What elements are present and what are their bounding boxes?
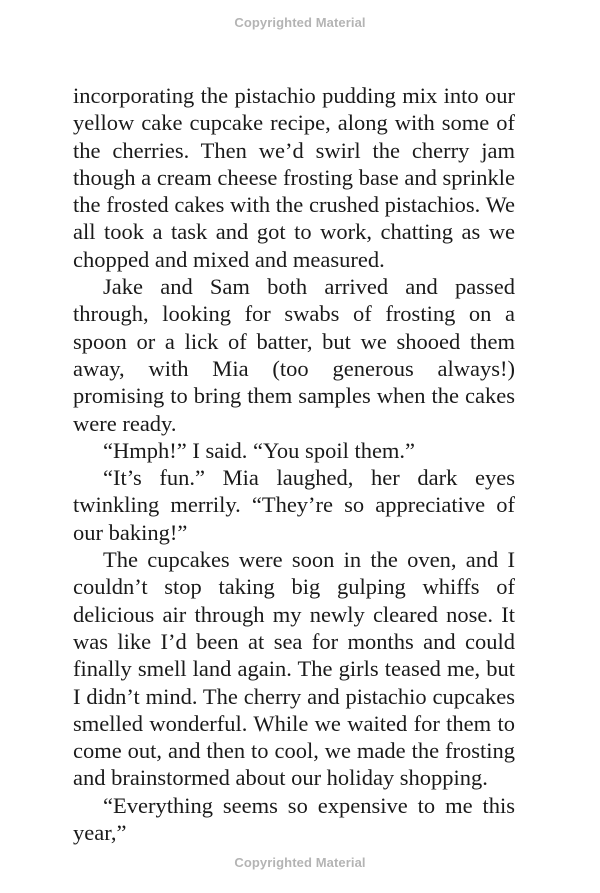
paragraph-continuation: incorporating the pistachio pudding mix into our yellow cake cupcake recipe, along with some of the cherries. Then we’d swirl the cherry jam though a cream cheese frosting base and sprinkle the frosted cakes with the crushed pistachios. We all took a task and got to work, chatting as we chopped and mixed and measured. [73, 83, 515, 272]
copyright-watermark-bottom: Copyrighted Material [234, 855, 366, 870]
page-body-text [73, 82, 515, 846]
paragraph: Jake and Sam both arrived and passed through, looking for swabs of frosting on a spoon or a lick of batter, but we shooed them away, with Mia (too generous always!) promising to bring them samples when the cakes were ready. [73, 274, 515, 436]
paragraph: “Everything seems so expensive to me this year,” [73, 792, 515, 846]
paragraph: “Hmph!” I said. “You spoil them.” [103, 437, 416, 463]
paragraph: “It’s fun.” Mia laughed, her dark eyes twinkling merrily. “They’re so appreciative of our baking!” [73, 465, 515, 545]
paragraph: The cupcakes were soon in the oven, and I couldn’t stop taking big gulping whiffs of delicious air through my newly cleared nose. It was like I’d been at sea for months and could finally smell land again. The girls teased me, but I didn’t mind. The cherry and pistachio cupcakes smelled wonderful. While we waited for them to come out, and then to cool, we made the frosting and brainstormed about our holiday shopping. [73, 547, 515, 791]
copyright-watermark-top: Copyrighted Material [234, 15, 366, 30]
